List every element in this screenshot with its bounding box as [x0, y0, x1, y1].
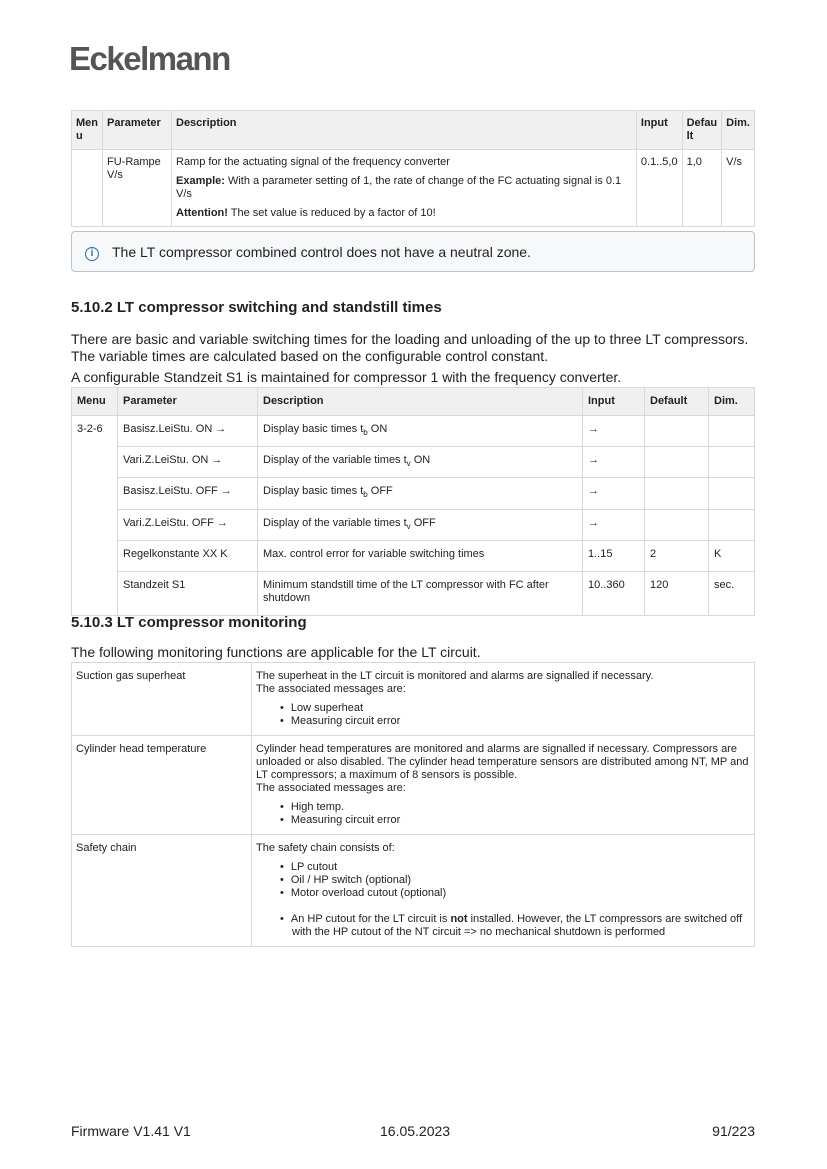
cell-function: Suction gas superheat [72, 663, 252, 736]
info-icon: i [85, 247, 99, 261]
cell-default [645, 447, 709, 478]
col-menu: Menu [72, 388, 118, 416]
table-row [72, 663, 755, 736]
cell-default [645, 478, 709, 509]
cell-dim [709, 478, 755, 509]
cell-dim: sec. [709, 571, 755, 615]
cell-description: Minimum standstill time of the LT compressor with FC after shutdown [258, 571, 583, 615]
cell-detail: The superheat in the LT circuit is monitored and alarms are signalled if necessary. The associated messages are: • Low superheat • Measuring circuit error [252, 663, 755, 736]
cell-function: Cylinder head temperature [72, 736, 252, 835]
col-dim: Dim. [709, 388, 755, 416]
cell-parameter: Standzeit S1 [118, 571, 258, 615]
table-row [72, 540, 755, 571]
table-row [72, 416, 755, 447]
cell-detail: The safety chain consists of: • LP cutout • Oil / HP switch (optional) • Motor overload cutout (optional) • An HP cutout for the LT circuit is not installed. However, the LT compressors are switched off with the HP cutout of the NT circuit => no mechanical shutdown is performed [252, 835, 755, 947]
cell-parameter: Regelkonstante XX K [118, 540, 258, 571]
cell-function: Safety chain [72, 835, 252, 947]
paragraph: There are basic and variable switching times for the loading and unloading of the up to three LT compressors. The variable times are calculated based on the configurable control constant. [71, 331, 749, 364]
col-description: Description [172, 111, 637, 150]
cell-description: Display of the variable times $t_v$ OFF [258, 509, 583, 540]
table-row [72, 509, 755, 540]
eckelmann-logo: Eckelmann [69, 40, 230, 77]
footer-page-number: 91/223 [712, 1123, 755, 1139]
cell-description [172, 150, 637, 227]
table-row [72, 447, 755, 478]
cell-input: 1..15 [583, 540, 645, 571]
footer-firmware: Firmware V1.41 V1 [71, 1123, 191, 1139]
col-parameter: Parameter [118, 388, 258, 416]
cell-input: → [583, 509, 645, 540]
cell-dim [709, 416, 755, 447]
monitoring-table [71, 662, 755, 947]
cell-description: Max. control error for variable switching times [258, 540, 583, 571]
footer-date: 16.05.2023 [380, 1123, 451, 1139]
cell-dim: K [709, 540, 755, 571]
cell-input: → [583, 478, 645, 509]
col-menu: Men u [72, 111, 103, 150]
cell-default [645, 509, 709, 540]
cell-default: 2 [645, 540, 709, 571]
cell-default: 1,0 [682, 150, 722, 227]
paragraph: The following monitoring functions are applicable for the LT circuit. [71, 644, 481, 660]
col-parameter: Parameter [103, 111, 172, 150]
col-input: Input [583, 388, 645, 416]
cell-input: 10..360 [583, 571, 645, 615]
cell-parameter: Vari.Z.LeiStu. ON → [118, 447, 258, 478]
cell-default [645, 416, 709, 447]
cell-parameter: Basisz.LeiStu. OFF → [118, 478, 258, 509]
cell-default: 120 [645, 571, 709, 615]
cell-input: 0.1..5,0 [636, 150, 682, 227]
cell-description: Display basic times $t_b$ OFF [258, 478, 583, 509]
col-default: Default [645, 388, 709, 416]
cell-parameter: Basisz.LeiStu. ON → [118, 416, 258, 447]
description-text: Ramp for the actuating signal of the frequency converter [176, 156, 450, 168]
parameter-table-fu-rampe [71, 110, 755, 227]
cell-input: → [583, 416, 645, 447]
col-default: Defau lt [682, 111, 722, 150]
switching-times-table [71, 387, 755, 616]
section-heading-5-10-2: 5.10.2 LT compressor switching and standstill times [71, 299, 442, 316]
cell-menu [72, 150, 103, 227]
table-row [72, 736, 755, 835]
section-heading-5-10-3: 5.10.3 LT compressor monitoring [71, 614, 307, 631]
cell-dim [709, 447, 755, 478]
cell-dim [709, 509, 755, 540]
cell-detail: Cylinder head temperatures are monitored and alarms are signalled if necessary. Compressors are unloaded or also disabled. The cylinder head temperature sensors are distributed among NT, MP and LT compressors; a maximum of 8 sensors is possible. The associated messages are: • High temp. • Measuring circuit error [252, 736, 755, 835]
cell-parameter: Vari.Z.LeiStu. OFF → [118, 509, 258, 540]
example-text: Example: With a parameter setting of 1, the rate of change of the FC actuating signal is 0.1 V/s [176, 175, 622, 200]
table-row [72, 150, 755, 227]
attention-text: Attention! The set value is reduced by a factor of 10! [176, 207, 436, 219]
table-row [72, 571, 755, 615]
info-note [71, 231, 755, 272]
paragraph: A configurable Standzeit S1 is maintained for compressor 1 with the frequency converter. [71, 369, 622, 385]
col-input: Input [636, 111, 682, 150]
cell-description: Display of the variable times $t_v$ ON [258, 447, 583, 478]
col-dim: Dim. [722, 111, 755, 150]
cell-dim: V/s [722, 150, 755, 227]
cell-description: Display basic times $t_b$ ON [258, 416, 583, 447]
table-row [72, 835, 755, 947]
col-description: Description [258, 388, 583, 416]
cell-parameter: FU-Rampe V/s [103, 150, 172, 227]
table-row [72, 478, 755, 509]
cell-input: → [583, 447, 645, 478]
cell-menu: 3-2-6 [72, 416, 118, 616]
note-text: The LT compressor combined control does not have a neutral zone. [112, 244, 531, 260]
